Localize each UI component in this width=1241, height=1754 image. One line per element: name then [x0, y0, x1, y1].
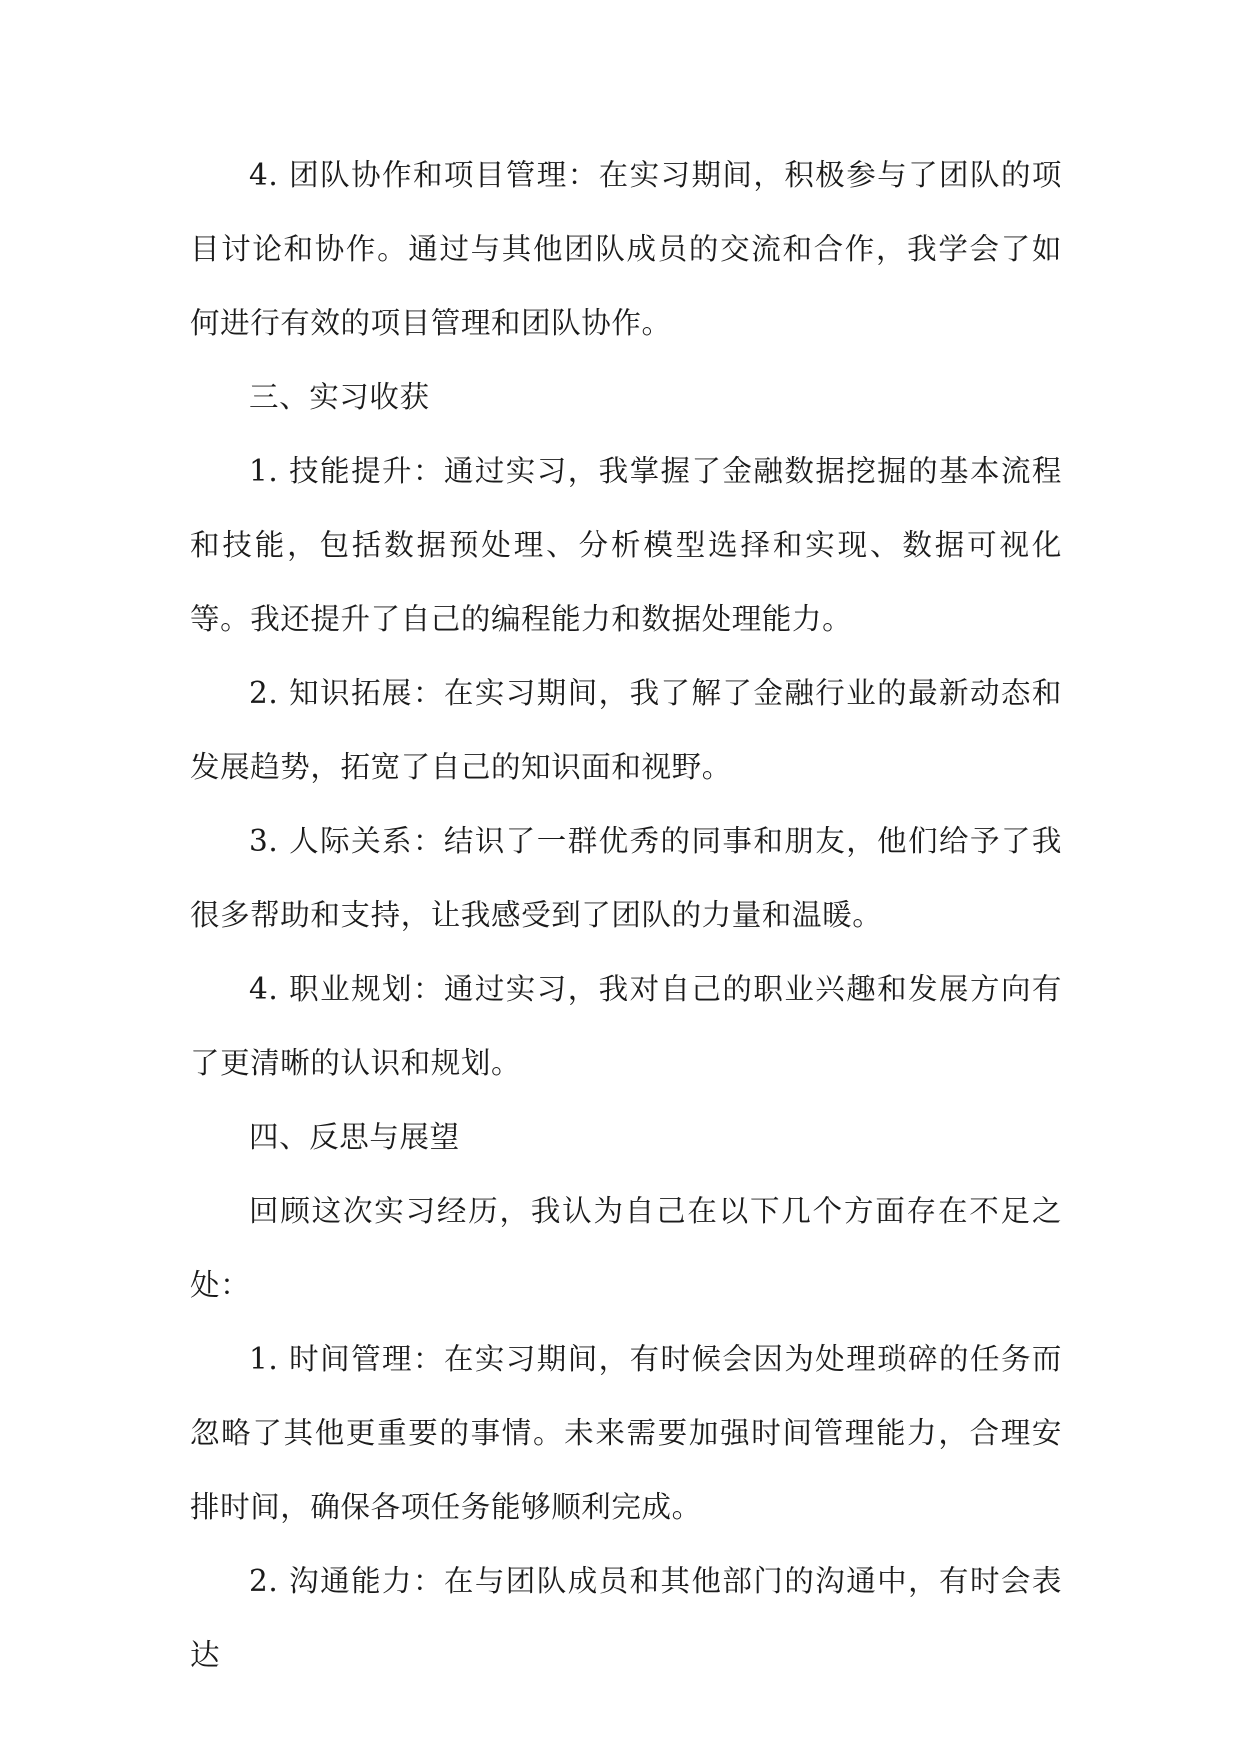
paragraph-teamwork: 4. 团队协作和项目管理：在实习期间，积极参与了团队的项目讨论和协作。通过与其他团队成员的交流和合作，我学会了如何进行有效的项目管理和团队协作。 [190, 158, 1062, 340]
paragraph-career: 4. 职业规划：通过实习，我对自己的职业兴趣和发展方向有了更清晰的认识和规划。 [190, 972, 1062, 1080]
document-body [190, 138, 1062, 1692]
paragraph-review: 回顾这次实习经历，我认为自己在以下几个方面存在不足之处： [190, 1194, 1062, 1302]
paragraph-communication: 2. 沟通能力：在与团队成员和其他部门的沟通中，有时会表达 [190, 1564, 1062, 1672]
paragraph-relationships: 3. 人际关系：结识了一群优秀的同事和朋友，他们给予了我很多帮助和支持，让我感受到了团队的力量和温暖。 [190, 824, 1062, 932]
section-heading-gains: 三、实习收获 [249, 380, 430, 414]
paragraph-skills: 1. 技能提升：通过实习，我掌握了金融数据挖掘的基本流程和技能，包括数据预处理、分析模型选择和实现、数据可视化等。我还提升了自己的编程能力和数据处理能力。 [190, 454, 1062, 636]
paragraph-time-management: 1. 时间管理：在实习期间，有时候会因为处理琐碎的任务而忽略了其他更重要的事情。未来需要加强时间管理能力，合理安排时间，确保各项任务能够顺利完成。 [190, 1342, 1062, 1524]
paragraph-knowledge: 2. 知识拓展：在实习期间，我了解了金融行业的最新动态和发展趋势，拓宽了自己的知识面和视野。 [190, 676, 1062, 784]
section-heading-reflection: 四、反思与展望 [249, 1120, 460, 1154]
